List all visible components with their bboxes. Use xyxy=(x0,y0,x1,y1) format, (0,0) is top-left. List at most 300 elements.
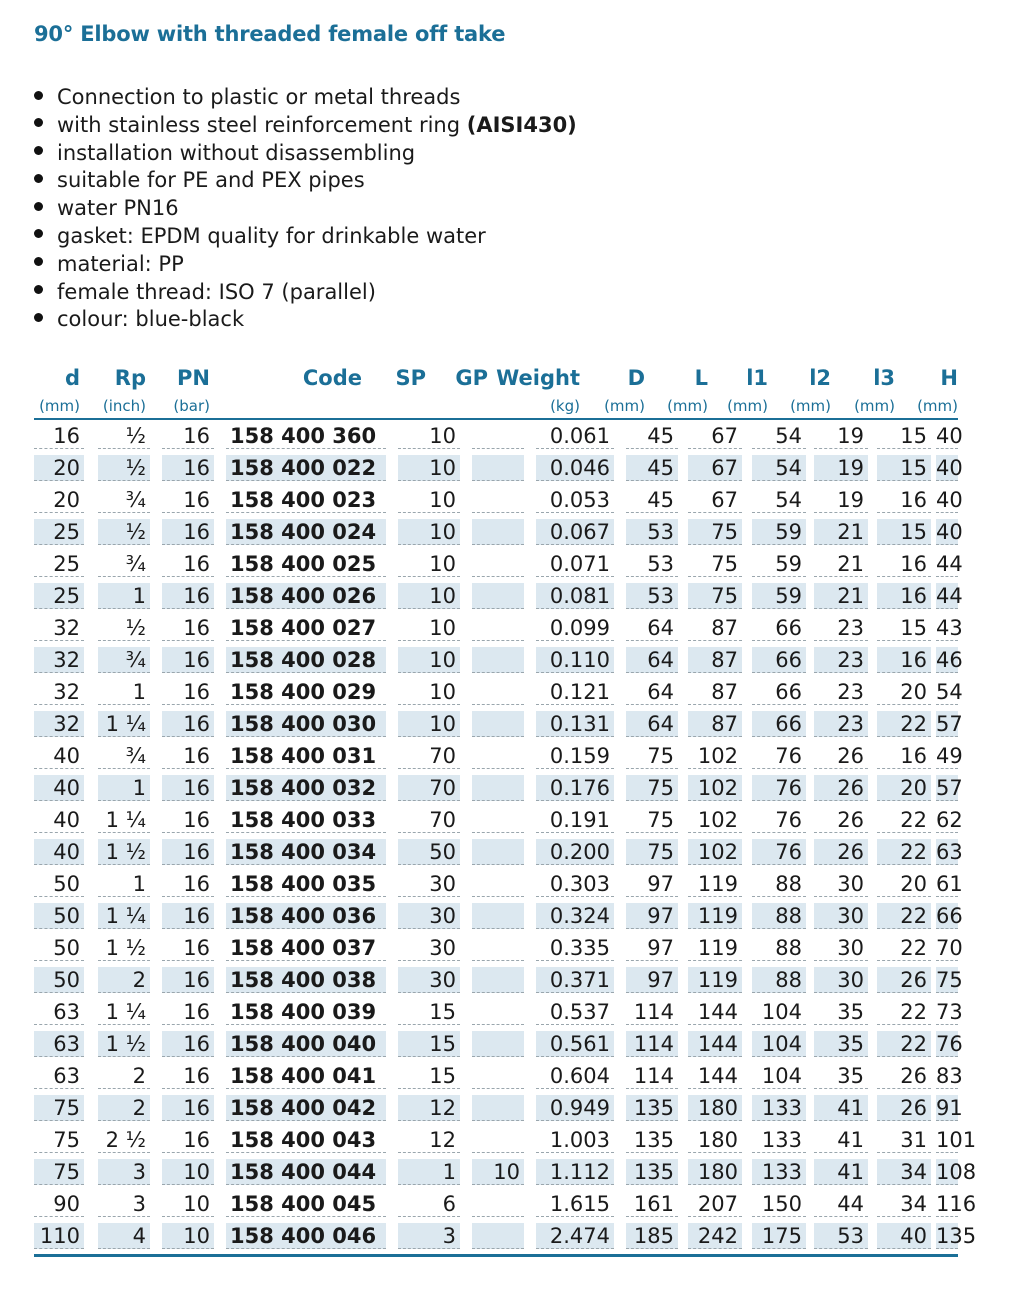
table-cell-rp: 2 ½ xyxy=(98,1127,150,1153)
table-cell-l: 144 xyxy=(688,999,742,1025)
table-cell-code: 158 400 027 xyxy=(226,615,386,641)
table-cell-d: 50 xyxy=(34,967,84,993)
table-row xyxy=(34,1124,977,1156)
table-cell-l: 119 xyxy=(688,935,742,961)
table-cell-l: 75 xyxy=(688,519,742,545)
table-cell-d: 114 xyxy=(626,1063,678,1089)
table-cell-rp: 2 xyxy=(98,1063,150,1089)
table-cell-d: 97 xyxy=(626,903,678,929)
table-cell-l: 87 xyxy=(688,679,742,705)
table-cell-rp: ¾ xyxy=(98,551,150,577)
table-row xyxy=(34,708,963,740)
table-cell-d: 110 xyxy=(34,1223,84,1249)
table-cell-code: 158 400 039 xyxy=(226,999,386,1025)
table-cell-l1: 54 xyxy=(752,487,806,513)
feature-text: female thread: ISO 7 (parallel) xyxy=(57,279,376,304)
feature-item xyxy=(34,167,577,195)
table-cell-l: 75 xyxy=(688,583,742,609)
table-row xyxy=(34,1188,977,1220)
table-row xyxy=(34,1156,977,1188)
table-cell-d: 53 xyxy=(626,551,678,577)
table-cell-rp: 3 xyxy=(98,1159,150,1185)
table-cell-d: 75 xyxy=(34,1095,84,1121)
table-cell-gp xyxy=(472,1127,524,1153)
table-cell-sp: 12 xyxy=(398,1095,460,1121)
table-cell-gp xyxy=(472,711,524,737)
table-cell-gp xyxy=(472,967,524,993)
table-cell-sp: 10 xyxy=(398,551,460,577)
column-header: L xyxy=(694,366,708,390)
column-header: GP xyxy=(455,366,488,390)
table-cell-code: 158 400 032 xyxy=(226,775,386,801)
table-cell-d: 32 xyxy=(34,711,84,737)
table-cell-d: 63 xyxy=(34,1063,84,1089)
column-unit: (mm) xyxy=(604,397,645,415)
table-cell-weight: 0.071 xyxy=(536,551,614,577)
table-cell-rp: 1 xyxy=(98,583,150,609)
table-cell-d: 16 xyxy=(34,423,84,449)
column-header: D xyxy=(627,366,645,390)
table-cell-l2: 26 xyxy=(814,743,868,769)
table-cell-l2: 30 xyxy=(814,903,868,929)
table-cell-h: 101 xyxy=(936,1128,977,1152)
table-cell-weight: 0.303 xyxy=(536,871,614,897)
table-cell-sp: 70 xyxy=(398,775,460,801)
table-cell-l3: 22 xyxy=(877,935,931,961)
table-cell-pn: 16 xyxy=(162,647,214,673)
table-cell-l1: 59 xyxy=(752,519,806,545)
table-cell-gp xyxy=(472,519,524,545)
table-cell-l3: 22 xyxy=(877,807,931,833)
table-cell-sp: 30 xyxy=(398,935,460,961)
table-cell-l2: 35 xyxy=(814,999,868,1025)
table-cell-sp: 6 xyxy=(398,1191,460,1217)
table-cell-gp xyxy=(472,839,524,865)
bullet-icon xyxy=(34,202,43,211)
bullet-icon xyxy=(34,174,43,183)
column-header: H xyxy=(940,366,958,390)
table-cell-l1: 133 xyxy=(752,1095,806,1121)
table-cell-l: 119 xyxy=(688,871,742,897)
table-cell-d: 114 xyxy=(626,999,678,1025)
table-cell-gp xyxy=(472,871,524,897)
table-cell-code: 158 400 034 xyxy=(226,839,386,865)
table-cell-d: 40 xyxy=(34,743,84,769)
table-cell-gp: 10 xyxy=(472,1159,524,1185)
table-cell-pn: 16 xyxy=(162,775,214,801)
table-cell-h: 46 xyxy=(936,648,963,672)
table-cell-h: 66 xyxy=(936,904,963,928)
table-cell-d: 32 xyxy=(34,615,84,641)
table-cell-pn: 16 xyxy=(162,615,214,641)
feature-text: Connection to plastic or metal threads xyxy=(57,85,461,109)
table-cell-d: 45 xyxy=(626,487,678,513)
table-cell-l3: 20 xyxy=(877,679,931,705)
table-cell-h: 44 xyxy=(936,584,963,608)
table-cell-d: 25 xyxy=(34,551,84,577)
table-cell-d: 32 xyxy=(34,679,84,705)
column-unit: (mm) xyxy=(727,397,768,415)
table-cell-l2: 41 xyxy=(814,1095,868,1121)
table-cell-rp: 1 ¼ xyxy=(98,807,150,833)
table-cell-pn: 16 xyxy=(162,1127,214,1153)
table-cell-pn: 16 xyxy=(162,1095,214,1121)
table-cell-code: 158 400 040 xyxy=(226,1031,386,1057)
column-header: SP xyxy=(395,366,426,390)
table-cell-l1: 76 xyxy=(752,775,806,801)
table-cell-weight: 1.615 xyxy=(536,1191,614,1217)
table-cell-l3: 31 xyxy=(877,1127,931,1153)
table-cell-l1: 59 xyxy=(752,583,806,609)
table-cell-weight: 0.949 xyxy=(536,1095,614,1121)
table-cell-l2: 19 xyxy=(814,487,868,513)
table-cell-l: 242 xyxy=(688,1223,742,1249)
table-cell-rp: ½ xyxy=(98,455,150,481)
table-cell-rp: 1 ¼ xyxy=(98,711,150,737)
table-cell-l2: 41 xyxy=(814,1127,868,1153)
table-row xyxy=(34,964,963,996)
table-cell-sp: 1 xyxy=(398,1159,460,1185)
table-cell-rp: 1 ½ xyxy=(98,839,150,865)
table-cell-l: 119 xyxy=(688,967,742,993)
table-cell-l2: 21 xyxy=(814,551,868,577)
feature-text: installation without disassembling xyxy=(57,140,416,165)
table-cell-l: 87 xyxy=(688,711,742,737)
table-cell-weight: 0.061 xyxy=(536,423,614,449)
table-cell-l2: 53 xyxy=(814,1223,868,1249)
table-cell-h: 40 xyxy=(936,456,963,480)
table-cell-h: 63 xyxy=(936,840,963,864)
table-cell-l1: 66 xyxy=(752,679,806,705)
table-cell-rp: ¾ xyxy=(98,743,150,769)
table-cell-h: 57 xyxy=(936,776,963,800)
table-cell-gp xyxy=(472,775,524,801)
table-cell-d: 75 xyxy=(626,775,678,801)
table-cell-l1: 88 xyxy=(752,903,806,929)
table-cell-code: 158 400 042 xyxy=(226,1095,386,1121)
table-cell-l: 67 xyxy=(688,423,742,449)
table-cell-l: 102 xyxy=(688,743,742,769)
table-cell-sp: 10 xyxy=(398,519,460,545)
feature-bold: (AISI430) xyxy=(466,112,577,137)
table-row xyxy=(34,644,963,676)
table-cell-code: 158 400 031 xyxy=(226,743,386,769)
table-cell-code: 158 400 033 xyxy=(226,807,386,833)
column-unit: (inch) xyxy=(102,397,146,415)
table-cell-gp xyxy=(472,647,524,673)
table-cell-h: 135 xyxy=(936,1224,977,1248)
table-cell-l1: 175 xyxy=(752,1223,806,1249)
table-cell-d: 135 xyxy=(626,1095,678,1121)
column-unit: (kg) xyxy=(550,397,580,415)
table-cell-d: 64 xyxy=(626,647,678,673)
table-cell-l1: 66 xyxy=(752,615,806,641)
column-header: Weight xyxy=(496,366,580,390)
table-cell-pn: 16 xyxy=(162,1063,214,1089)
table-cell-h: 40 xyxy=(936,424,963,448)
table-cell-code: 158 400 030 xyxy=(226,711,386,737)
table-cell-d: 53 xyxy=(626,583,678,609)
table-cell-pn: 16 xyxy=(162,839,214,865)
table-row xyxy=(34,1060,963,1092)
table-cell-l1: 76 xyxy=(752,807,806,833)
column-header: Code xyxy=(302,366,362,390)
table-cell-gp xyxy=(472,1063,524,1089)
table-cell-gp xyxy=(472,583,524,609)
table-cell-h: 40 xyxy=(936,488,963,512)
table-cell-l: 67 xyxy=(688,455,742,481)
table-cell-rp: 1 xyxy=(98,679,150,705)
table-cell-l3: 22 xyxy=(877,999,931,1025)
table-cell-code: 158 400 038 xyxy=(226,967,386,993)
table-cell-l3: 22 xyxy=(877,903,931,929)
table-cell-d: 75 xyxy=(626,839,678,865)
table-cell-rp: 1 xyxy=(98,775,150,801)
table-cell-h: 44 xyxy=(936,552,963,576)
table-cell-rp: 2 xyxy=(98,967,150,993)
table-cell-gp xyxy=(472,423,524,449)
table-cell-l1: 88 xyxy=(752,871,806,897)
table-cell-d: 97 xyxy=(626,967,678,993)
table-cell-l2: 21 xyxy=(814,519,868,545)
table-cell-rp: ¾ xyxy=(98,647,150,673)
table-cell-l2: 23 xyxy=(814,615,868,641)
table-cell-l1: 66 xyxy=(752,647,806,673)
table-cell-d: 75 xyxy=(34,1159,84,1185)
table-row xyxy=(34,452,963,484)
table-cell-pn: 16 xyxy=(162,935,214,961)
table-cell-l3: 15 xyxy=(877,423,931,449)
column-header: l2 xyxy=(809,366,831,390)
table-cell-d: 97 xyxy=(626,935,678,961)
table-cell-code: 158 400 043 xyxy=(226,1127,386,1153)
table-cell-pn: 16 xyxy=(162,487,214,513)
table-cell-l3: 15 xyxy=(877,519,931,545)
table-cell-l2: 19 xyxy=(814,423,868,449)
table-cell-gp xyxy=(472,1191,524,1217)
table-cell-l2: 26 xyxy=(814,807,868,833)
table-cell-h: 49 xyxy=(936,744,963,768)
feature-item xyxy=(34,251,577,279)
table-row xyxy=(34,900,963,932)
table-cell-d: 25 xyxy=(34,583,84,609)
table-cell-rp: ½ xyxy=(98,519,150,545)
table-cell-sp: 30 xyxy=(398,903,460,929)
table-cell-l3: 26 xyxy=(877,967,931,993)
table-cell-l3: 16 xyxy=(877,583,931,609)
table-bottom-rule xyxy=(34,1254,958,1257)
table-cell-l: 119 xyxy=(688,903,742,929)
table-units-row xyxy=(34,394,958,420)
table-cell-rp: 1 ¼ xyxy=(98,903,150,929)
table-cell-h: 83 xyxy=(936,1064,963,1088)
table-cell-d: 90 xyxy=(34,1191,84,1217)
table-cell-gp xyxy=(472,1223,524,1249)
table-cell-l3: 22 xyxy=(877,711,931,737)
column-unit: (mm) xyxy=(39,397,80,415)
table-cell-sp: 15 xyxy=(398,1031,460,1057)
table-cell-code: 158 400 024 xyxy=(226,519,386,545)
table-cell-l1: 104 xyxy=(752,1031,806,1057)
table-row xyxy=(34,1092,963,1124)
table-cell-l2: 21 xyxy=(814,583,868,609)
table-cell-weight: 0.537 xyxy=(536,999,614,1025)
table-cell-h: 75 xyxy=(936,968,963,992)
column-unit: (mm) xyxy=(917,397,958,415)
table-cell-code: 158 400 045 xyxy=(226,1191,386,1217)
table-cell-d: 32 xyxy=(34,647,84,673)
table-cell-h: 61 xyxy=(936,872,963,896)
table-cell-l2: 26 xyxy=(814,775,868,801)
table-cell-l3: 16 xyxy=(877,487,931,513)
table-cell-pn: 16 xyxy=(162,423,214,449)
table-cell-l2: 44 xyxy=(814,1191,868,1217)
table-cell-sp: 50 xyxy=(398,839,460,865)
table-cell-code: 158 400 029 xyxy=(226,679,386,705)
table-cell-l: 75 xyxy=(688,551,742,577)
table-cell-gp xyxy=(472,999,524,1025)
table-cell-pn: 16 xyxy=(162,583,214,609)
table-cell-gp xyxy=(472,615,524,641)
table-cell-l3: 20 xyxy=(877,871,931,897)
feature-item xyxy=(34,112,577,140)
table-cell-code: 158 400 046 xyxy=(226,1223,386,1249)
column-header: PN xyxy=(177,366,210,390)
column-header: l3 xyxy=(873,366,895,390)
table-cell-rp: ½ xyxy=(98,423,150,449)
table-cell-l1: 88 xyxy=(752,967,806,993)
table-row xyxy=(34,932,963,964)
table-cell-d: 161 xyxy=(626,1191,678,1217)
table-cell-h: 108 xyxy=(936,1160,977,1184)
table-cell-l2: 30 xyxy=(814,935,868,961)
feature-text: suitable for PE and PEX pipes xyxy=(57,168,365,193)
table-cell-l3: 26 xyxy=(877,1095,931,1121)
table-cell-weight: 0.121 xyxy=(536,679,614,705)
table-cell-code: 158 400 035 xyxy=(226,871,386,897)
page-title: 90° Elbow with threaded female off take xyxy=(34,22,506,46)
feature-text: colour: blue-black xyxy=(57,307,245,332)
table-cell-weight: 0.067 xyxy=(536,519,614,545)
table-cell-l: 67 xyxy=(688,487,742,513)
table-cell-gp xyxy=(472,903,524,929)
table-cell-d: 75 xyxy=(34,1127,84,1153)
table-cell-l3: 15 xyxy=(877,455,931,481)
table-cell-d: 135 xyxy=(626,1159,678,1185)
table-cell-l3: 16 xyxy=(877,551,931,577)
table-cell-sp: 10 xyxy=(398,487,460,513)
column-header: Rp xyxy=(114,366,146,390)
table-cell-weight: 0.053 xyxy=(536,487,614,513)
table-cell-l2: 26 xyxy=(814,839,868,865)
feature-item xyxy=(34,84,577,112)
table-cell-d: 63 xyxy=(34,999,84,1025)
table-cell-gp xyxy=(472,679,524,705)
table-cell-l1: 66 xyxy=(752,711,806,737)
table-cell-weight: 0.099 xyxy=(536,615,614,641)
table-cell-l: 102 xyxy=(688,807,742,833)
table-cell-l1: 76 xyxy=(752,839,806,865)
table-cell-d: 64 xyxy=(626,679,678,705)
table-cell-h: 54 xyxy=(936,680,963,704)
table-cell-weight: 2.474 xyxy=(536,1223,614,1249)
table-row xyxy=(34,516,963,548)
table-cell-weight: 0.324 xyxy=(536,903,614,929)
table-cell-d: 45 xyxy=(626,455,678,481)
table-cell-l2: 19 xyxy=(814,455,868,481)
table-cell-sp: 10 xyxy=(398,455,460,481)
table-cell-code: 158 400 023 xyxy=(226,487,386,513)
table-cell-pn: 16 xyxy=(162,711,214,737)
table-cell-gp xyxy=(472,935,524,961)
table-cell-l: 87 xyxy=(688,647,742,673)
table-cell-sp: 10 xyxy=(398,679,460,705)
table-cell-d: 64 xyxy=(626,615,678,641)
table-cell-d: 75 xyxy=(626,743,678,769)
table-cell-rp: 2 xyxy=(98,1095,150,1121)
table-cell-l2: 41 xyxy=(814,1159,868,1185)
table-cell-l3: 34 xyxy=(877,1191,931,1217)
table-cell-pn: 16 xyxy=(162,455,214,481)
table-cell-pn: 16 xyxy=(162,679,214,705)
table-cell-weight: 1.003 xyxy=(536,1127,614,1153)
table-cell-rp: 1 ¼ xyxy=(98,999,150,1025)
table-cell-gp xyxy=(472,807,524,833)
table-cell-l: 144 xyxy=(688,1031,742,1057)
table-cell-pn: 16 xyxy=(162,807,214,833)
feature-item xyxy=(34,306,577,334)
table-cell-code: 158 400 028 xyxy=(226,647,386,673)
table-cell-weight: 0.371 xyxy=(536,967,614,993)
table-cell-gp xyxy=(472,1095,524,1121)
table-cell-h: 62 xyxy=(936,808,963,832)
column-unit: (mm) xyxy=(790,397,831,415)
table-cell-d: 40 xyxy=(34,807,84,833)
table-cell-d: 50 xyxy=(34,871,84,897)
table-cell-code: 158 400 037 xyxy=(226,935,386,961)
table-cell-d: 135 xyxy=(626,1127,678,1153)
table-cell-weight: 0.604 xyxy=(536,1063,614,1089)
table-cell-l2: 35 xyxy=(814,1031,868,1057)
table-cell-gp xyxy=(472,551,524,577)
table-cell-code: 158 400 036 xyxy=(226,903,386,929)
table-row xyxy=(34,996,963,1028)
table-cell-pn: 16 xyxy=(162,967,214,993)
table-cell-l2: 30 xyxy=(814,967,868,993)
table-cell-d: 50 xyxy=(34,903,84,929)
table-cell-pn: 10 xyxy=(162,1191,214,1217)
table-cell-l3: 22 xyxy=(877,839,931,865)
table-cell-sp: 70 xyxy=(398,807,460,833)
table-cell-weight: 0.131 xyxy=(536,711,614,737)
table-cell-l: 207 xyxy=(688,1191,742,1217)
table-cell-weight: 0.159 xyxy=(536,743,614,769)
table-cell-l2: 23 xyxy=(814,679,868,705)
table-cell-l: 102 xyxy=(688,775,742,801)
table-cell-weight: 0.110 xyxy=(536,647,614,673)
table-row xyxy=(34,612,963,644)
table-cell-sp: 10 xyxy=(398,647,460,673)
table-cell-sp: 12 xyxy=(398,1127,460,1153)
table-cell-d: 63 xyxy=(34,1031,84,1057)
bullet-icon xyxy=(34,257,43,266)
table-cell-l: 180 xyxy=(688,1095,742,1121)
bullet-icon xyxy=(34,313,43,322)
table-cell-l2: 35 xyxy=(814,1063,868,1089)
table-cell-l1: 104 xyxy=(752,999,806,1025)
table-cell-h: 76 xyxy=(936,1032,963,1056)
table-cell-l: 144 xyxy=(688,1063,742,1089)
